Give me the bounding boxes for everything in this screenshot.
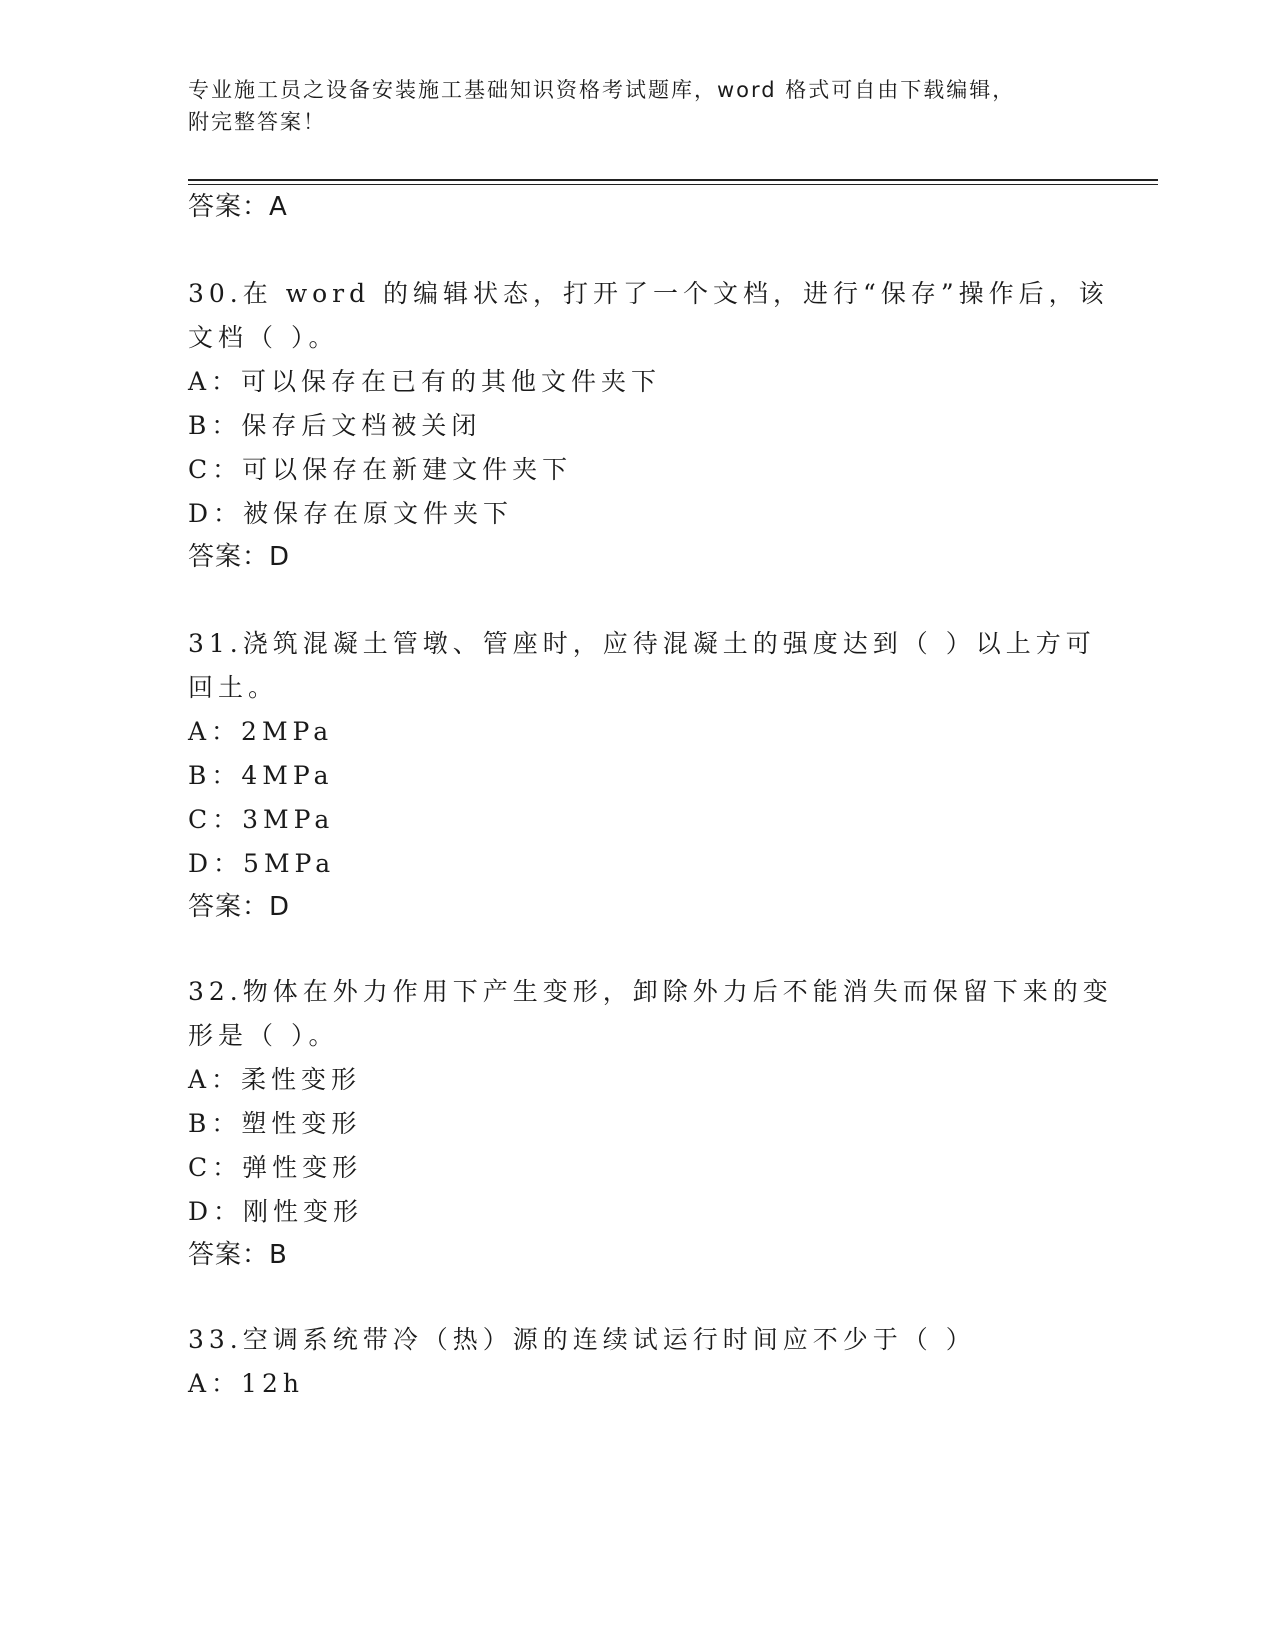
question-30-option-b: B：保存后文档被关闭 — [188, 411, 482, 440]
question-32-answer: 答案：B — [188, 1240, 288, 1270]
header-divider-thin — [188, 184, 1158, 185]
question-32-option-b: B：塑性变形 — [188, 1109, 362, 1138]
question-32-option-c: C：弹性变形 — [188, 1153, 363, 1182]
question-33-stem-line-1: 33.空调系统带冷（热）源的连续试运行时间应不少于（ ） — [188, 1325, 976, 1354]
question-31-answer: 答案：D — [188, 892, 291, 922]
question-32-option-d: D：刚性变形 — [188, 1197, 364, 1226]
question-30-answer: 答案：D — [188, 542, 291, 572]
question-31-stem-line-2: 回土。 — [188, 673, 279, 702]
question-30-option-c: C：可以保存在新建文件夹下 — [188, 455, 573, 484]
question-31-option-d: D：5MPa — [188, 849, 336, 878]
question-31-option-c: C：3MPa — [188, 805, 335, 834]
question-31-stem-line-1: 31.浇筑混凝土管墩、管座时，应待混凝土的强度达到（ ）以上方可 — [188, 629, 1096, 658]
question-30-option-a: A：可以保存在已有的其他文件夹下 — [188, 367, 662, 396]
answer-prev: 答案：A — [188, 192, 288, 222]
document-header — [188, 74, 1068, 138]
header-line-2: 附完整答案！ — [188, 110, 326, 134]
question-33-option-a: A：12h — [188, 1369, 304, 1398]
question-31-option-b: B：4MPa — [188, 761, 334, 790]
question-30-stem-line-2: 文档（ ）。 — [188, 323, 339, 352]
question-32-stem-line-2: 形是（ ）。 — [188, 1021, 339, 1050]
header-line-1: 专业施工员之设备安装施工基础知识资格考试题库，word 格式可自由下载编辑， — [188, 78, 1016, 102]
question-32-stem-line-1: 32.物体在外力作用下产生变形，卸除外力后不能消失而保留下来的变 — [188, 977, 1113, 1006]
header-divider-thick — [188, 179, 1158, 181]
question-32-option-a: A：柔性变形 — [188, 1065, 362, 1094]
question-30-option-d: D：被保存在原文件夹下 — [188, 499, 514, 528]
question-31-option-a: A：2MPa — [188, 717, 334, 746]
question-30-stem-line-1: 30.在 word 的编辑状态，打开了一个文档，进行“保存”操作后，该 — [188, 279, 1109, 308]
